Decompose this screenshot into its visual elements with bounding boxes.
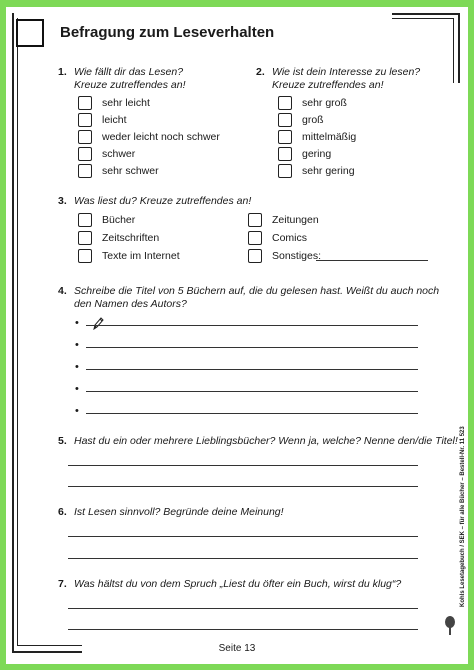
- q3-text: Was liest du? Kreuze zutreffendes an!: [74, 195, 252, 207]
- q6-answer-line-1[interactable]: [68, 536, 418, 537]
- pencil-icon: [92, 316, 104, 330]
- q6-number: 6.: [58, 506, 67, 518]
- q7-text: Was hältst du von dem Spruch „Liest du öfter ein Buch, wirst du klug“?: [74, 578, 402, 590]
- q7-number: 7.: [58, 578, 67, 590]
- list-bullet: •: [75, 383, 79, 395]
- q7-answer-line-1[interactable]: [68, 608, 418, 609]
- q4-text-line1: Schreibe die Titel von 5 Büchern auf, die du gelesen hast. Weißt du auch noch: [74, 285, 440, 297]
- q5-text: Hast du ein oder mehrere Lieblingsbücher? Wenn ja, welche? Nenne den/die Titel!: [74, 435, 458, 447]
- q2-text-line1: Wie ist dein Interesse zu lesen?: [272, 66, 421, 78]
- checkbox[interactable]: [78, 249, 92, 263]
- q3-option-magazines[interactable]: Zeitschriften: [78, 231, 159, 245]
- q5-number: 5.: [58, 435, 67, 447]
- q5-answer-line-2[interactable]: [68, 486, 418, 487]
- q3-option-newspapers[interactable]: Zeitungen: [248, 213, 319, 227]
- q4-answer-line-1[interactable]: [86, 325, 418, 326]
- worksheet-page: [6, 7, 468, 664]
- q2-option-medium[interactable]: mittelmäßig: [278, 130, 356, 144]
- q3-number: 3.: [58, 195, 67, 207]
- q1-option-neither[interactable]: weder leicht noch schwer: [78, 130, 220, 144]
- title-checkbox-box: [16, 19, 44, 47]
- checkbox[interactable]: [278, 113, 292, 127]
- checkbox[interactable]: [278, 96, 292, 110]
- q3-option-other[interactable]: Sonstiges:: [248, 249, 321, 263]
- publisher-imprint: Kohls Lesetagebuch / SEK – für alle Bücher – Bestell-Nr. 11 523: [460, 426, 466, 607]
- checkbox[interactable]: [78, 213, 92, 227]
- checkbox[interactable]: [78, 113, 92, 127]
- publisher-logo-icon: [443, 615, 457, 637]
- q6-answer-line-2[interactable]: [68, 558, 418, 559]
- q6-text: Ist Lesen sinnvoll? Begründe deine Meinung!: [74, 506, 284, 518]
- q4-answer-line-4[interactable]: [86, 391, 418, 392]
- q1-option-easy[interactable]: leicht: [78, 113, 127, 127]
- checkbox[interactable]: [278, 147, 292, 161]
- checkbox[interactable]: [278, 130, 292, 144]
- q3-other-write-line[interactable]: [316, 260, 428, 261]
- q1-text-line1: Wie fällt dir das Lesen?: [74, 66, 184, 78]
- checkbox[interactable]: [278, 164, 292, 178]
- list-bullet: •: [75, 405, 79, 417]
- q4-number: 4.: [58, 285, 67, 297]
- checkbox[interactable]: [248, 249, 262, 263]
- q4-answer-line-2[interactable]: [86, 347, 418, 348]
- checkbox[interactable]: [78, 231, 92, 245]
- q1-text-line2: Kreuze zutreffendes an!: [74, 79, 186, 91]
- q5-answer-line-1[interactable]: [68, 465, 418, 466]
- list-bullet: •: [75, 317, 79, 329]
- q2-option-very-high[interactable]: sehr groß: [278, 96, 347, 110]
- q1-number: 1.: [58, 66, 67, 78]
- q3-option-books[interactable]: Bücher: [78, 213, 135, 227]
- q4-answer-line-5[interactable]: [86, 413, 418, 414]
- q2-option-high[interactable]: groß: [278, 113, 324, 127]
- q2-number: 2.: [256, 66, 265, 78]
- q3-option-internet[interactable]: Texte im Internet: [78, 249, 180, 263]
- checkbox[interactable]: [78, 147, 92, 161]
- q4-answer-line-3[interactable]: [86, 369, 418, 370]
- q1-option-very-hard[interactable]: sehr schwer: [78, 164, 159, 178]
- checkbox[interactable]: [248, 213, 262, 227]
- checkbox[interactable]: [248, 231, 262, 245]
- q1-option-hard[interactable]: schwer: [78, 147, 135, 161]
- checkbox[interactable]: [78, 130, 92, 144]
- q2-option-low[interactable]: gering: [278, 147, 331, 161]
- q2-text-line2: Kreuze zutreffendes an!: [272, 79, 384, 91]
- list-bullet: •: [75, 339, 79, 351]
- page-number: Seite 13: [218, 643, 256, 654]
- page-title: Befragung zum Leseverhalten: [60, 24, 275, 41]
- checkbox[interactable]: [78, 164, 92, 178]
- checkbox[interactable]: [78, 96, 92, 110]
- q4-text-line2: den Namen des Autors?: [74, 298, 187, 310]
- q2-option-very-low[interactable]: sehr gering: [278, 164, 355, 178]
- q3-option-comics[interactable]: Comics: [248, 231, 307, 245]
- q1-option-very-easy[interactable]: sehr leicht: [78, 96, 150, 110]
- q7-answer-line-2[interactable]: [68, 629, 418, 630]
- list-bullet: •: [75, 361, 79, 373]
